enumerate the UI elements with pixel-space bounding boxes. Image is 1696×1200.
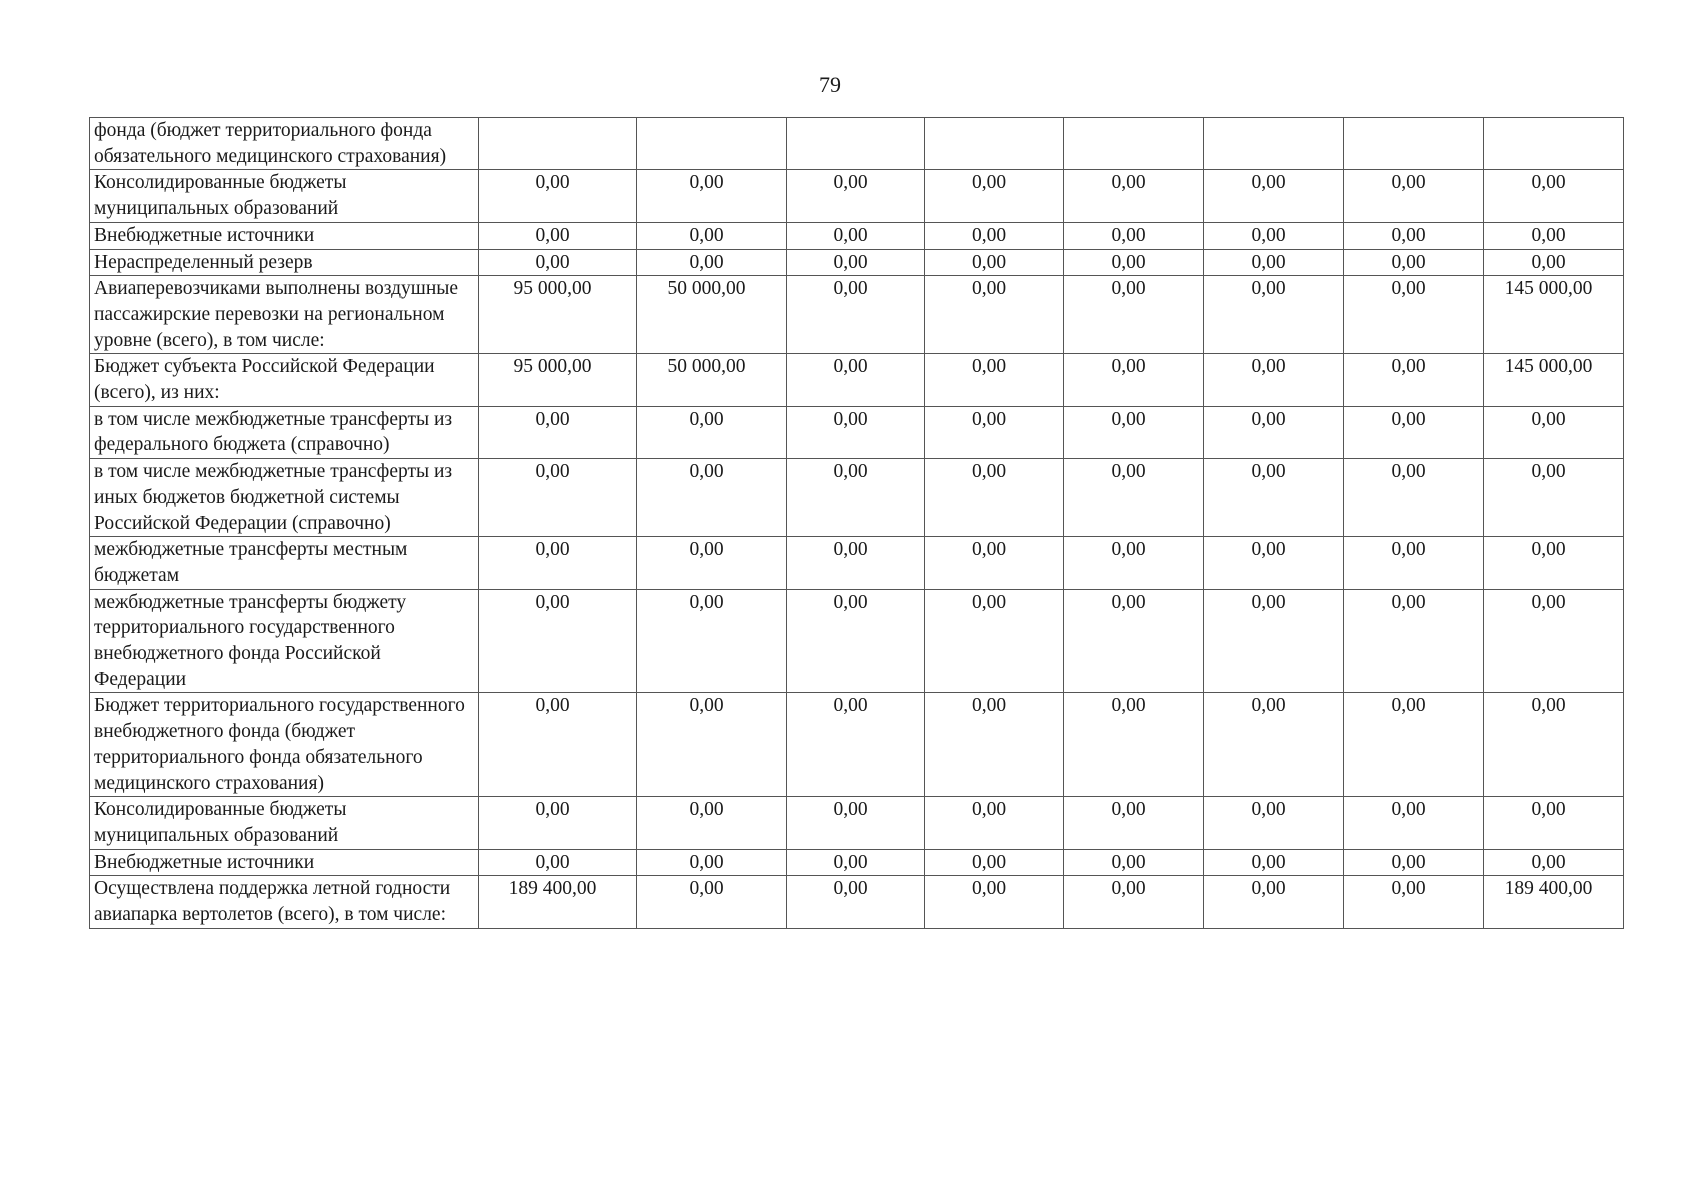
value-cell: 0,00: [479, 797, 637, 849]
value-cell: 0,00: [787, 693, 925, 797]
value-cell: 0,00: [1204, 693, 1344, 797]
table-row: [90, 876, 1624, 928]
value-cell: 0,00: [1344, 876, 1484, 928]
value-cell: 0,00: [1484, 693, 1624, 797]
value-cell: [1204, 118, 1344, 170]
value-cell: 0,00: [1204, 170, 1344, 222]
value-cell: 0,00: [637, 537, 787, 589]
value-cell: 0,00: [479, 249, 637, 276]
value-cell: 0,00: [1344, 354, 1484, 406]
value-cell: 0,00: [479, 406, 637, 458]
table-row: [90, 459, 1624, 537]
value-cell: 0,00: [1344, 537, 1484, 589]
row-label: Консолидированные бюджеты муниципальных образований: [90, 797, 479, 849]
value-cell: 189 400,00: [479, 876, 637, 928]
value-cell: 0,00: [1484, 406, 1624, 458]
value-cell: 0,00: [925, 849, 1064, 876]
value-cell: 0,00: [1484, 222, 1624, 249]
value-cell: 0,00: [1484, 589, 1624, 693]
value-cell: [925, 118, 1064, 170]
value-cell: 0,00: [637, 222, 787, 249]
row-label: Внебюджетные источники: [90, 849, 479, 876]
value-cell: 0,00: [637, 797, 787, 849]
value-cell: 0,00: [1204, 849, 1344, 876]
value-cell: 0,00: [1204, 354, 1344, 406]
value-cell: 0,00: [1204, 589, 1344, 693]
value-cell: 0,00: [1064, 406, 1204, 458]
value-cell: 0,00: [637, 459, 787, 537]
row-label: в том числе межбюджетные трансферты из иных бюджетов бюджетной системы Российской Федерации (справочно): [90, 459, 479, 537]
value-cell: 0,00: [787, 170, 925, 222]
table-row: [90, 589, 1624, 693]
value-cell: [1064, 118, 1204, 170]
row-label: в том числе межбюджетные трансферты из федерального бюджета (справочно): [90, 406, 479, 458]
row-label: Консолидированные бюджеты муниципальных образований: [90, 170, 479, 222]
value-cell: 189 400,00: [1484, 876, 1624, 928]
value-cell: 0,00: [925, 537, 1064, 589]
value-cell: 0,00: [787, 354, 925, 406]
value-cell: 0,00: [1344, 276, 1484, 354]
value-cell: [479, 118, 637, 170]
value-cell: 0,00: [1344, 797, 1484, 849]
table-row: [90, 170, 1624, 222]
value-cell: 0,00: [787, 876, 925, 928]
row-label: Внебюджетные источники: [90, 222, 479, 249]
value-cell: 95 000,00: [479, 276, 637, 354]
value-cell: 0,00: [1484, 170, 1624, 222]
table-row: [90, 276, 1624, 354]
value-cell: 0,00: [479, 693, 637, 797]
value-cell: 0,00: [1064, 589, 1204, 693]
value-cell: 0,00: [787, 459, 925, 537]
value-cell: 0,00: [787, 222, 925, 249]
value-cell: 0,00: [787, 249, 925, 276]
value-cell: 0,00: [637, 849, 787, 876]
value-cell: 0,00: [925, 693, 1064, 797]
value-cell: 0,00: [1204, 459, 1344, 537]
value-cell: 0,00: [1344, 249, 1484, 276]
value-cell: 0,00: [1484, 459, 1624, 537]
value-cell: 0,00: [1204, 797, 1344, 849]
value-cell: 0,00: [1064, 354, 1204, 406]
value-cell: 145 000,00: [1484, 354, 1624, 406]
value-cell: 0,00: [637, 589, 787, 693]
row-label: Авиаперевозчиками выполнены воздушные пассажирские перевозки на региональном уровне (всего), в том числе:: [90, 276, 479, 354]
table-row: [90, 406, 1624, 458]
value-cell: 0,00: [925, 170, 1064, 222]
value-cell: 0,00: [925, 354, 1064, 406]
value-cell: 0,00: [925, 249, 1064, 276]
value-cell: 0,00: [1064, 249, 1204, 276]
value-cell: 0,00: [479, 222, 637, 249]
value-cell: 0,00: [1204, 249, 1344, 276]
table-row: [90, 849, 1624, 876]
value-cell: 0,00: [787, 589, 925, 693]
row-label: Бюджет субъекта Российской Федерации (всего), из них:: [90, 354, 479, 406]
value-cell: 50 000,00: [637, 276, 787, 354]
page-number: 79: [819, 72, 841, 97]
value-cell: 0,00: [479, 459, 637, 537]
value-cell: 0,00: [1344, 589, 1484, 693]
row-label: фонда (бюджет территориального фонда обязательного медицинского страхования): [90, 118, 479, 170]
table-body: [90, 118, 1624, 929]
value-cell: 0,00: [925, 589, 1064, 693]
value-cell: 0,00: [1344, 406, 1484, 458]
table-row: [90, 249, 1624, 276]
budget-table: [89, 117, 1624, 929]
value-cell: 0,00: [1204, 876, 1344, 928]
value-cell: 145 000,00: [1484, 276, 1624, 354]
value-cell: 0,00: [925, 459, 1064, 537]
value-cell: 0,00: [1064, 276, 1204, 354]
value-cell: 0,00: [1064, 222, 1204, 249]
value-cell: 0,00: [787, 537, 925, 589]
value-cell: 0,00: [479, 589, 637, 693]
value-cell: 0,00: [1064, 537, 1204, 589]
value-cell: 50 000,00: [637, 354, 787, 406]
value-cell: 0,00: [1344, 222, 1484, 249]
value-cell: 0,00: [925, 222, 1064, 249]
value-cell: 0,00: [787, 276, 925, 354]
table-row: [90, 537, 1624, 589]
value-cell: 95 000,00: [479, 354, 637, 406]
value-cell: 0,00: [925, 797, 1064, 849]
value-cell: 0,00: [1064, 170, 1204, 222]
value-cell: 0,00: [1344, 459, 1484, 537]
table-row: [90, 797, 1624, 849]
value-cell: 0,00: [925, 406, 1064, 458]
value-cell: 0,00: [1204, 537, 1344, 589]
value-cell: 0,00: [1344, 849, 1484, 876]
value-cell: [787, 118, 925, 170]
value-cell: 0,00: [1064, 876, 1204, 928]
value-cell: 0,00: [1344, 693, 1484, 797]
table-row: [90, 118, 1624, 170]
value-cell: 0,00: [637, 406, 787, 458]
value-cell: 0,00: [479, 849, 637, 876]
value-cell: 0,00: [1204, 222, 1344, 249]
value-cell: 0,00: [1484, 249, 1624, 276]
value-cell: 0,00: [1204, 406, 1344, 458]
value-cell: 0,00: [637, 693, 787, 797]
row-label: межбюджетные трансферты бюджету территориального государственного внебюджетного фонда Российской Федерации: [90, 589, 479, 693]
table-row: [90, 222, 1624, 249]
value-cell: 0,00: [787, 797, 925, 849]
table-row: [90, 354, 1624, 406]
value-cell: 0,00: [1064, 693, 1204, 797]
row-label: Бюджет территориального государственного внебюджетного фонда (бюджет территориального фонда обязательного медицинского страхования): [90, 693, 479, 797]
value-cell: 0,00: [925, 276, 1064, 354]
value-cell: 0,00: [1484, 797, 1624, 849]
value-cell: 0,00: [479, 537, 637, 589]
value-cell: 0,00: [637, 876, 787, 928]
value-cell: 0,00: [637, 170, 787, 222]
row-label: межбюджетные трансферты местным бюджетам: [90, 537, 479, 589]
value-cell: 0,00: [1344, 170, 1484, 222]
value-cell: 0,00: [1484, 849, 1624, 876]
value-cell: [637, 118, 787, 170]
value-cell: 0,00: [479, 170, 637, 222]
value-cell: 0,00: [787, 849, 925, 876]
value-cell: 0,00: [925, 876, 1064, 928]
table-row: [90, 693, 1624, 797]
value-cell: [1484, 118, 1624, 170]
value-cell: 0,00: [1064, 459, 1204, 537]
value-cell: [1344, 118, 1484, 170]
value-cell: 0,00: [1484, 537, 1624, 589]
row-label: Нераспределенный резерв: [90, 249, 479, 276]
value-cell: 0,00: [1204, 276, 1344, 354]
value-cell: 0,00: [787, 406, 925, 458]
row-label: Осуществлена поддержка летной годности авиапарка вертолетов (всего), в том числе:: [90, 876, 479, 928]
value-cell: 0,00: [637, 249, 787, 276]
value-cell: 0,00: [1064, 849, 1204, 876]
value-cell: 0,00: [1064, 797, 1204, 849]
